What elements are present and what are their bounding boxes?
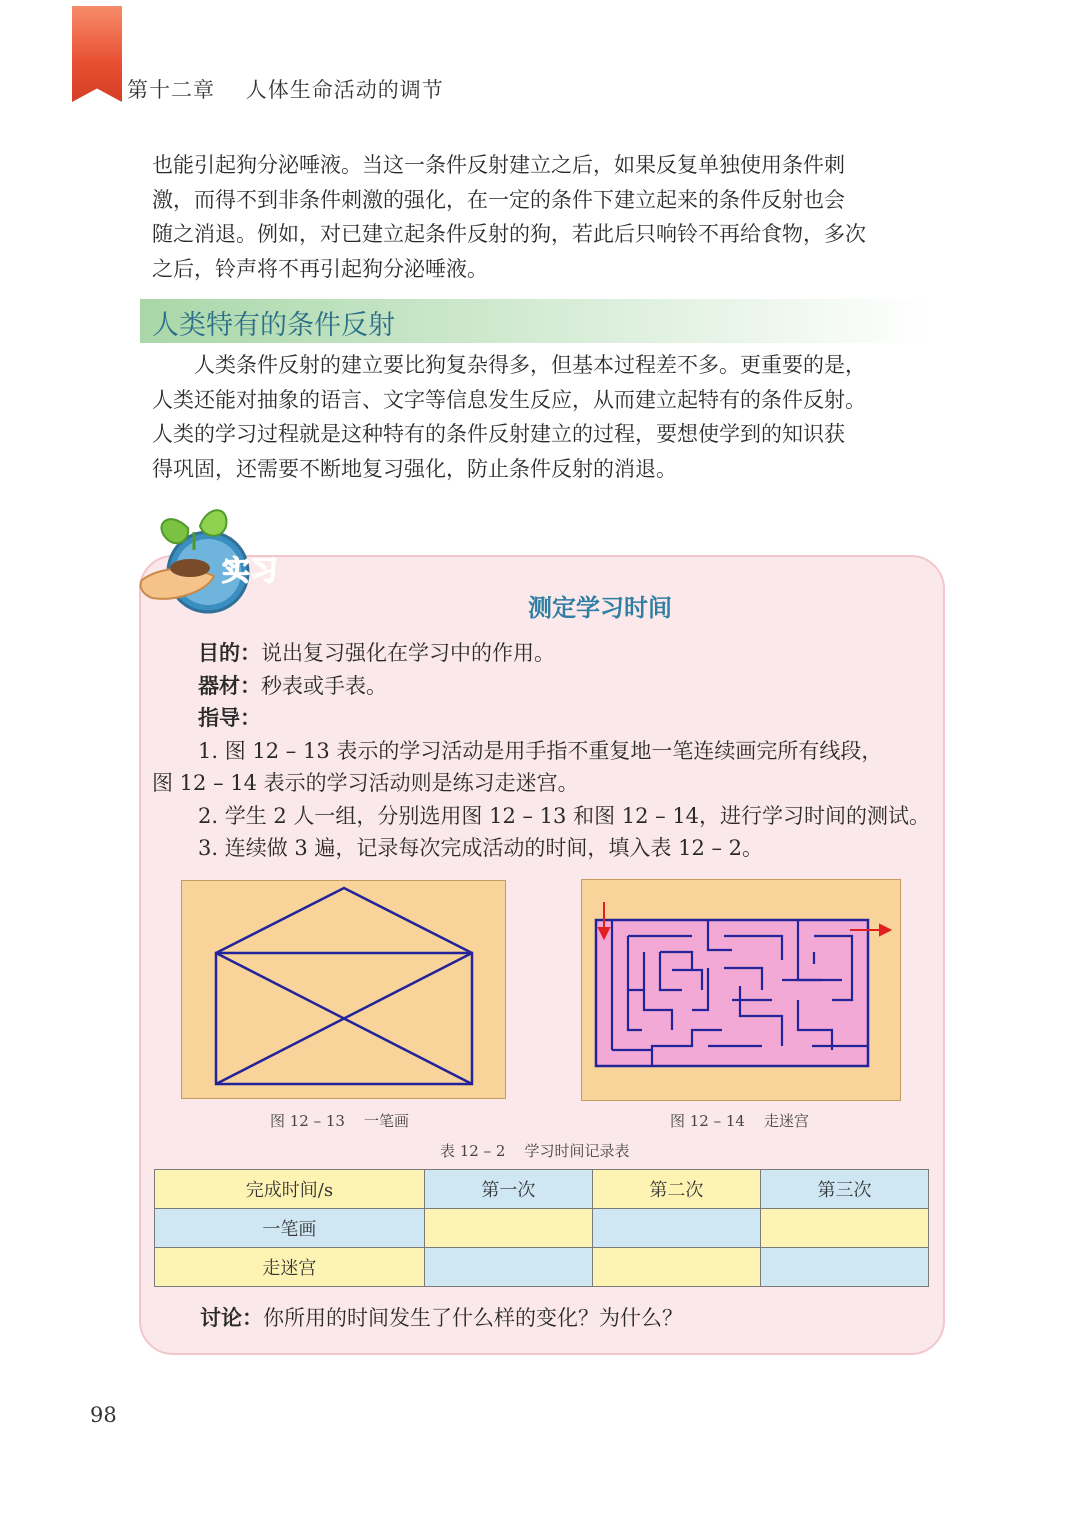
table-cell xyxy=(424,1209,592,1248)
text-line: 也能引起狗分泌唾液。当这一条件反射建立之后，如果反复单独使用条件刺 xyxy=(152,153,845,177)
step-1-continued: 图 12 – 14 表示的学习活动则是练习走迷宫。 xyxy=(152,771,579,795)
practice-title: 测定学习时间 xyxy=(528,594,672,622)
purpose-text: 说出复习强化在学习中的作用。 xyxy=(261,641,555,665)
figure-maze xyxy=(581,879,901,1101)
table-12-2-caption: 表 12 – 2 学习时间记录表 xyxy=(440,1142,630,1160)
step-3: 3. 连续做 3 遍，记录每次完成活动的时间，填入表 12 – 2。 xyxy=(198,836,764,860)
maze-diagram xyxy=(582,880,900,1100)
table-header-cell: 第二次 xyxy=(592,1170,760,1209)
discussion-label: 讨论： xyxy=(200,1306,263,1330)
table-header-row xyxy=(155,1170,929,1209)
table-cell xyxy=(760,1248,928,1287)
practice-badge-icon xyxy=(138,498,298,618)
table-cell xyxy=(592,1209,760,1248)
section-title: 人类特有的条件反射 xyxy=(152,310,395,341)
practice-instructions xyxy=(152,637,934,865)
guide-label: 指导： xyxy=(198,706,261,730)
table-header-cell: 完成时间/s xyxy=(155,1170,425,1209)
time-record-table xyxy=(154,1169,929,1287)
materials-label: 器材： xyxy=(198,673,261,698)
paragraph-conditioned-reflex-extinction xyxy=(152,148,932,286)
figure-one-stroke-drawing xyxy=(181,880,506,1099)
chapter-bookmark xyxy=(72,6,122,102)
chapter-title: 第十二章 人体生命活动的调节 xyxy=(127,78,444,102)
discussion xyxy=(200,1302,683,1332)
text-line: 人类条件反射的建立要比狗复杂得多，但基本过程差不多。更重要的是， xyxy=(152,353,866,377)
text-line: 人类还能对抽象的语言、文字等信息发生反应，从而建立起特有的条件反射。 xyxy=(152,387,866,412)
text-line: 激，而得不到非条件刺激的强化，在一定的条件下建立起来的条件反射也会 xyxy=(152,187,845,212)
table-header-cell: 第三次 xyxy=(760,1170,928,1209)
purpose-label: 目的： xyxy=(198,641,261,665)
materials-text: 秒表或手表。 xyxy=(261,673,387,698)
text-line: 得巩固，还需要不断地复习强化，防止条件反射的消退。 xyxy=(152,456,677,481)
table-row-label: 一笔画 xyxy=(155,1209,425,1248)
table-cell xyxy=(592,1248,760,1287)
badge-label: 实习 xyxy=(222,554,279,587)
text-line: 人类的学习过程就是这种特有的条件反射建立的过程，要想使学到的知识获 xyxy=(152,422,845,446)
figure-12-14-caption: 图 12 – 14 走迷宫 xyxy=(670,1112,810,1130)
figure-12-13-caption: 图 12 – 13 一笔画 xyxy=(270,1112,410,1130)
page-number: 98 xyxy=(90,1403,117,1427)
table-cell xyxy=(424,1248,592,1287)
paragraph-human-reflex xyxy=(152,348,932,486)
text-line: 之后，铃声将不再引起狗分泌唾液。 xyxy=(152,256,488,281)
table-row xyxy=(155,1248,929,1287)
text-line: 随之消退。例如，对已建立起条件反射的狗，若此后只响铃不再给食物，多次 xyxy=(152,222,866,246)
table-cell xyxy=(760,1209,928,1248)
step-2: 2. 学生 2 人一组，分别选用图 12 – 13 和图 12 – 14，进行学习时间的测试。 xyxy=(198,803,931,828)
envelope-diagram xyxy=(182,881,505,1098)
table-row-label: 走迷宫 xyxy=(155,1248,425,1287)
table-row xyxy=(155,1209,929,1248)
step-1: 1. 图 12 – 13 表示的学习活动是用手指不重复地一笔连续画完所有线段， xyxy=(198,738,883,763)
discussion-text: 你所用的时间发生了什么样的变化？为什么？ xyxy=(263,1306,683,1330)
table-header-cell: 第一次 xyxy=(424,1170,592,1209)
